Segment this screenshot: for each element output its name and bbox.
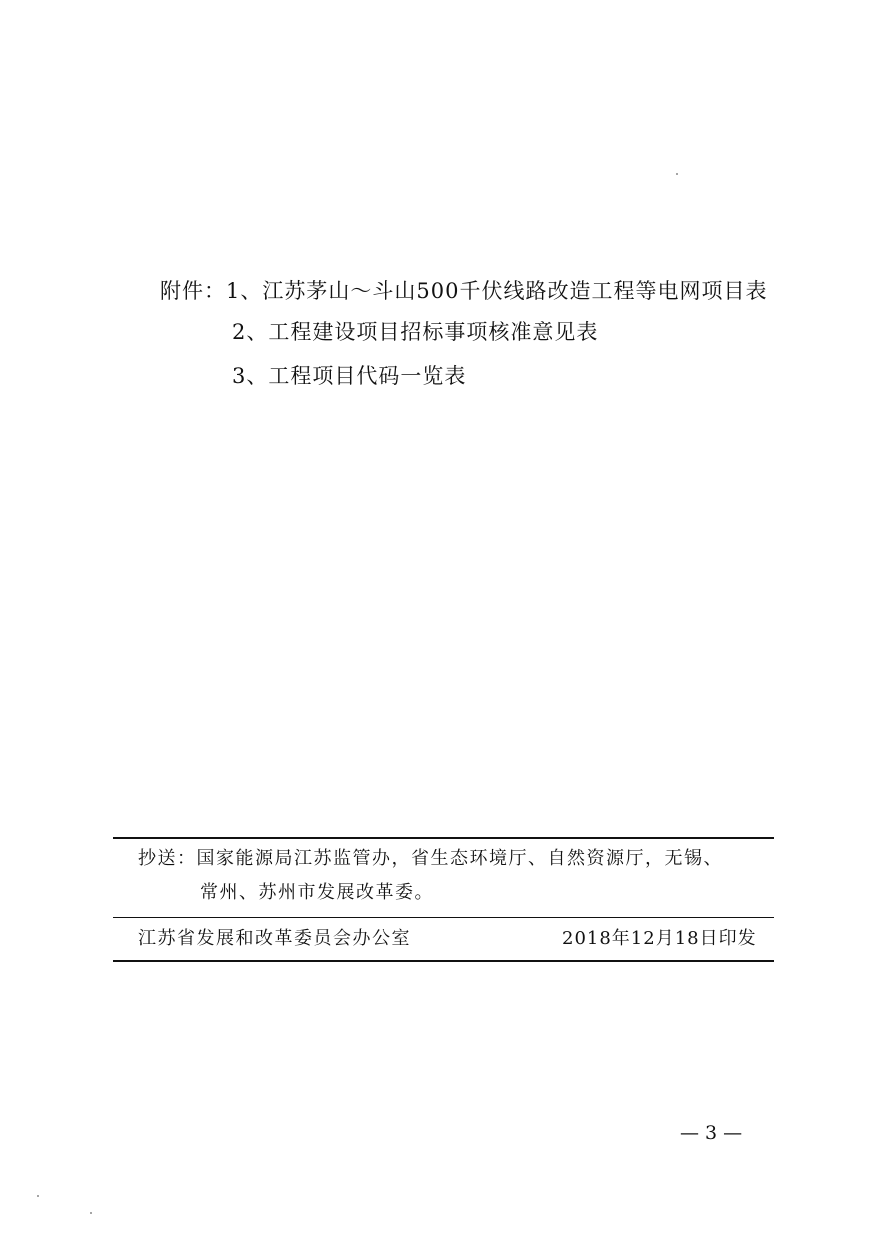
copy-to-line-2: 常州、苏州市发展改革委。 (200, 882, 434, 903)
copy-to-line-1: 抄送：国家能源局江苏监管办，省生态环境厅、自然资源厅，无锡、 (138, 848, 723, 869)
top-divider (113, 837, 774, 839)
scan-speck (37, 1195, 39, 1197)
issuing-office: 江苏省发展和改革委员会办公室 (138, 928, 411, 949)
bottom-divider (113, 960, 774, 962)
attachment-item-1: 附件：1、江苏茅山～斗山500千伏线路改造工程等电网项目表 (160, 279, 768, 303)
page-number: — 3 — (680, 1122, 743, 1144)
middle-divider (113, 917, 774, 918)
scan-speck (90, 1212, 92, 1214)
scan-speck (676, 173, 678, 175)
issue-date: 2018年12月18日印发 (562, 928, 757, 949)
attachment-item-2: 2、工程建设项目招标事项核准意见表 (232, 320, 599, 344)
attachment-item-3: 3、工程项目代码一览表 (232, 364, 467, 388)
